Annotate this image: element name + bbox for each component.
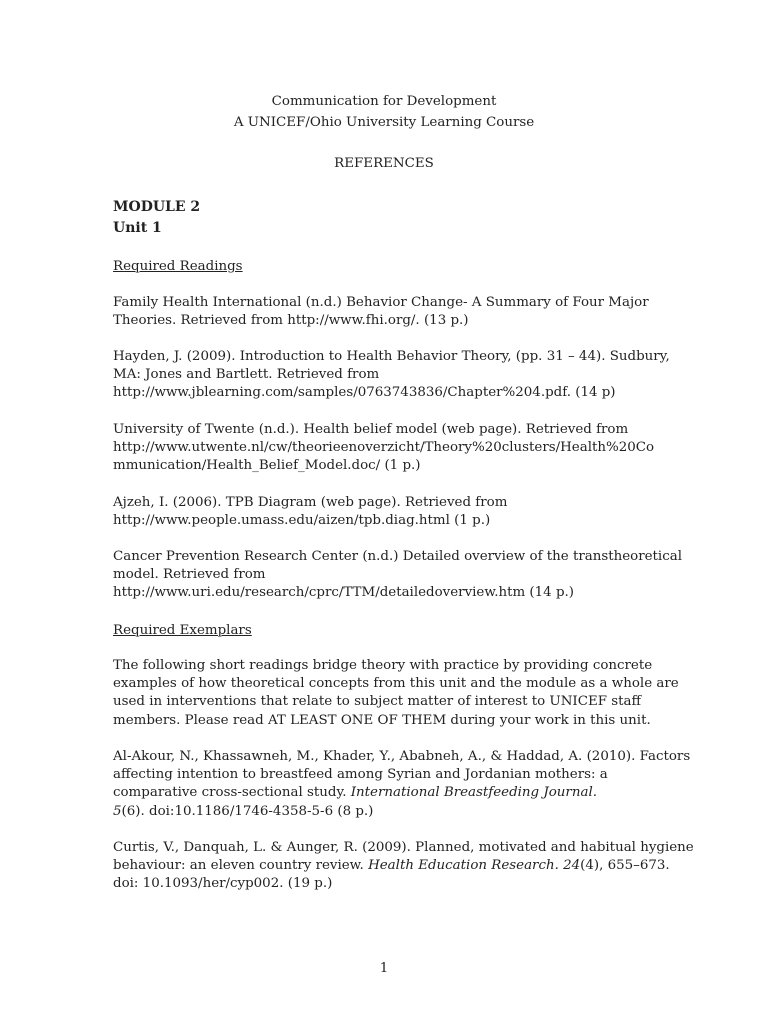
reference-text: (4), 655–673. (580, 858, 670, 874)
required-readings-heading: Required Readings (113, 259, 243, 274)
module-heading: MODULE 2 (113, 199, 201, 215)
reference-text: behaviour: an eleven country review. (113, 858, 369, 874)
intro-line: members. Please read AT LEAST ONE OF THEM during your work in this unit. (113, 712, 651, 728)
course-subtitle: A UNICEF/Ohio University Learning Course (233, 115, 535, 130)
journal-title: Health Education Research. 24 (368, 858, 581, 874)
required-exemplars-heading: Required Exemplars (113, 623, 252, 638)
reference-line: Hayden, J. (2009). Introduction to Health Behavior Theory, (pp. 31 – 44). Sudbury, (113, 349, 670, 364)
reference-line (113, 857, 670, 875)
intro-line: used in interventions that relate to subject matter of interest to UNICEF staff (113, 694, 642, 710)
reference-entry (113, 839, 694, 894)
intro-line: examples of how theoretical concepts from this unit and the module as a whole are (113, 676, 679, 692)
reference-line: MA: Jones and Bartlett. Retrieved from (113, 367, 380, 383)
reference-line: mmunication/Health_Belief_Model.doc/ (1 p.) (113, 458, 421, 474)
reference-text: (6). doi:10.1186/1746-4358-5-6 (8 p.) (121, 803, 374, 819)
reference-entry (113, 748, 691, 821)
reference-text: comparative cross-sectional study. (113, 785, 351, 801)
exemplars-intro (113, 657, 679, 730)
journal-volume: 5 (113, 803, 122, 819)
reference-line: Family Health International (n.d.) Behavior Change- A Summary of Four Major (113, 295, 649, 310)
page-number: 1 (379, 961, 389, 976)
intro-line: The following short readings bridge theory with practice by providing concrete (113, 658, 653, 673)
unit-heading: Unit 1 (113, 220, 162, 236)
journal-title: International Breastfeeding Journal. (350, 785, 597, 801)
section-title: REFERENCES (334, 156, 434, 171)
reference-entry (113, 348, 670, 403)
reference-line: Cancer Prevention Research Center (n.d.) Detailed overview of the transtheoretical (113, 549, 682, 564)
reference-line: Curtis, V., Danquah, L. & Aunger, R. (2009). Planned, motivated and habitual hygiene (113, 840, 694, 855)
reference-line: model. Retrieved from (113, 567, 266, 583)
reference-entry (113, 294, 661, 330)
reference-line: University of Twente (n.d.). Health belief model (web page). Retrieved from (113, 422, 629, 437)
reference-line (113, 784, 661, 802)
reference-line: Al-Akour, N., Khassawneh, M., Khader, Y., Ababneh, A., & Haddad, A. (2010). Factors (113, 749, 691, 764)
reference-line: affecting intention to breastfeed among Syrian and Jordanian mothers: a (113, 767, 608, 783)
reference-line: http://www.people.umass.edu/aizen/tpb.diag.html (1 p.) (113, 513, 491, 529)
reference-line: Theories. Retrieved from http://www.fhi.org/. (13 p.) (113, 313, 469, 329)
reference-entry (113, 494, 661, 530)
reference-entry (113, 421, 661, 476)
course-title: Communication for Development (271, 94, 497, 109)
reference-line: http://www.utwente.nl/cw/theorieenoverzicht/Theory%20clusters/Health%20Co (113, 440, 655, 456)
reference-line: http://www.uri.edu/research/cprc/TTM/detailedoverview.htm (14 p.) (113, 585, 575, 601)
reference-line: Ajzeh, I. (2006). TPB Diagram (web page). Retrieved from (113, 495, 508, 510)
reference-line (113, 803, 661, 821)
reference-line: http://www.jblearning.com/samples/0763743836/Chapter%204.pdf. (14 p) (113, 385, 616, 401)
reference-entry (113, 548, 682, 603)
reference-line: doi: 10.1093/her/cyp002. (19 p.) (113, 876, 333, 892)
